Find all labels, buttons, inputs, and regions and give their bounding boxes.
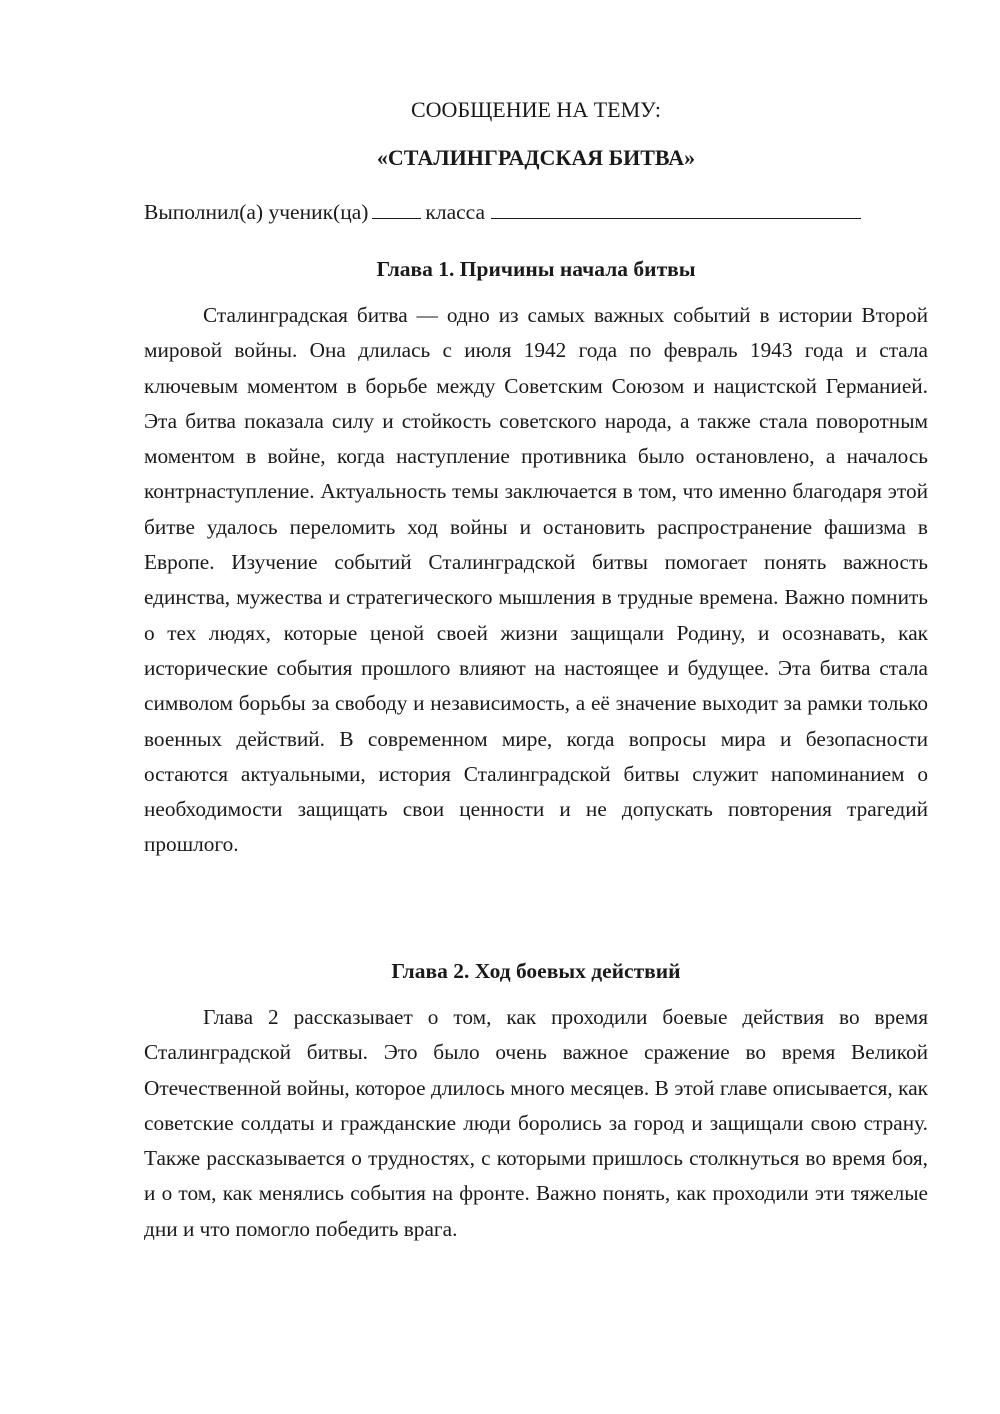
document-title-subject: СООБЩЕНИЕ НА ТЕМУ:	[411, 97, 661, 122]
chapter-1-paragraph: Сталинградская битва — одно из самых важных событий в истории Второй мировой войны. Она длилась с июля 1942 года по февраль 1943 года и стала ключевым моментом в борьбе между Советским Союзом и нацистской Германией. Эта битва показала силу и стойкость советского народа, а также стала поворотным моментом в войне, когда наступление противника было остановлено, а началось контрнаступление. Актуальность темы заключается в том, что именно благодаря этой битве удалось переломить ход войны и остановить распространение фашизма в Европе. Изучение событий Сталинградской битвы помогает понять важность единства, мужества и стратегического мышления в трудные времена. Важно помнить о тех людях, которые ценой своей жизни защищали Родину, и осознавать, как исторические события прошлого влияют на настоящее и будущее. Эта битва стала символом борьбы за свободу и независимость, а её значение выходит за рамки только военных действий. В современном мире, когда вопросы мира и безопасности остаются актуальными, история Сталинградской битвы служит напоминанием о необходимости защищать свои ценности и не допускать повторения трагедий прошлого.	[144, 303, 928, 857]
chapter-2-heading: Глава 2. Ход боевых действий	[391, 959, 681, 983]
class-label: класса	[425, 200, 486, 224]
class-blank-line	[491, 199, 861, 219]
chapter-1-heading: Глава 1. Причины начала битвы	[376, 257, 696, 281]
author-line	[144, 199, 928, 225]
grade-blank-line	[372, 199, 421, 219]
author-prefix: Выполнил(а) ученик(ца)	[144, 200, 369, 224]
chapter-2-paragraph: Глава 2 рассказывает о том, как проходили боевые действия во время Сталинградской битвы. Это было очень важное сражение во время Великой Отечественной войны, которое длилось много месяцев. В этой главе описывается, как советские солдаты и гражданские люди боролись за город и защищали свою страну. Также рассказывается о трудностях, с которыми пришлось столкнуться во время боя, и о том, как менялись события на фронте. Важно понять, как проходили эти тяжелые дни и что помогло победить врага.	[144, 1005, 928, 1241]
document-title-topic: «СТАЛИНГРАДСКАЯ БИТВА»	[376, 145, 696, 170]
